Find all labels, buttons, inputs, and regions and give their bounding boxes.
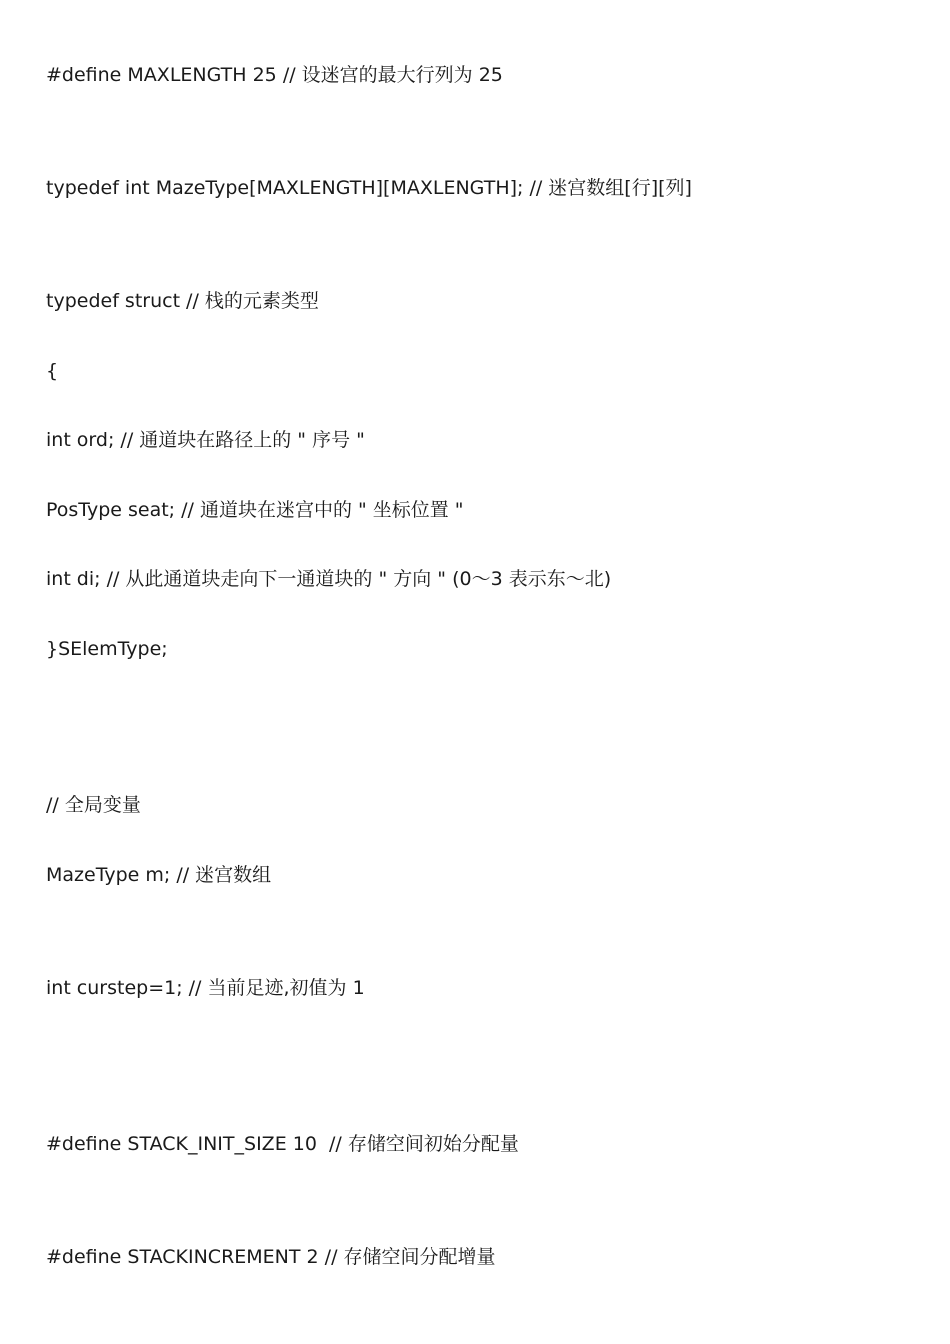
code-line-mazetype-m: MazeType m; // 迷宫数组 [46, 864, 272, 886]
code-line-stackincrement: #define STACKINCREMENT 2 // 存储空间分配增量 [46, 1246, 496, 1268]
code-line-typedef-mazetype: typedef int MazeType[MAXLENGTH][MAXLENGTH]; // 迷宫数组[行][列] [46, 177, 692, 199]
code-line-close-struct: }SElemType; [46, 638, 168, 660]
code-line-typedef-struct: typedef struct // 栈的元素类型 [46, 290, 319, 312]
code-line-field-seat: PosType seat; // 通道块在迷宫中的 " 坐标位置 " [46, 499, 464, 521]
code-line-curstep: int curstep=1; // 当前足迹,初值为 1 [46, 977, 365, 999]
code-line-define-maxlength: #define MAXLENGTH 25 // 设迷宫的最大行列为 25 [46, 64, 503, 86]
code-line-global-comment: // 全局变量 [46, 794, 141, 816]
code-line-field-ord: int ord; // 通道块在路径上的 " 序号 " [46, 429, 365, 451]
code-line-stack-init-size: #define STACK_INIT_SIZE 10 // 存储空间初始分配量 [46, 1133, 519, 1155]
code-line-open-brace: { [46, 360, 59, 382]
code-line-field-di: int di; // 从此通道块走向下一通道块的 " 方向 " (0～3 表示东～北) [46, 568, 612, 590]
